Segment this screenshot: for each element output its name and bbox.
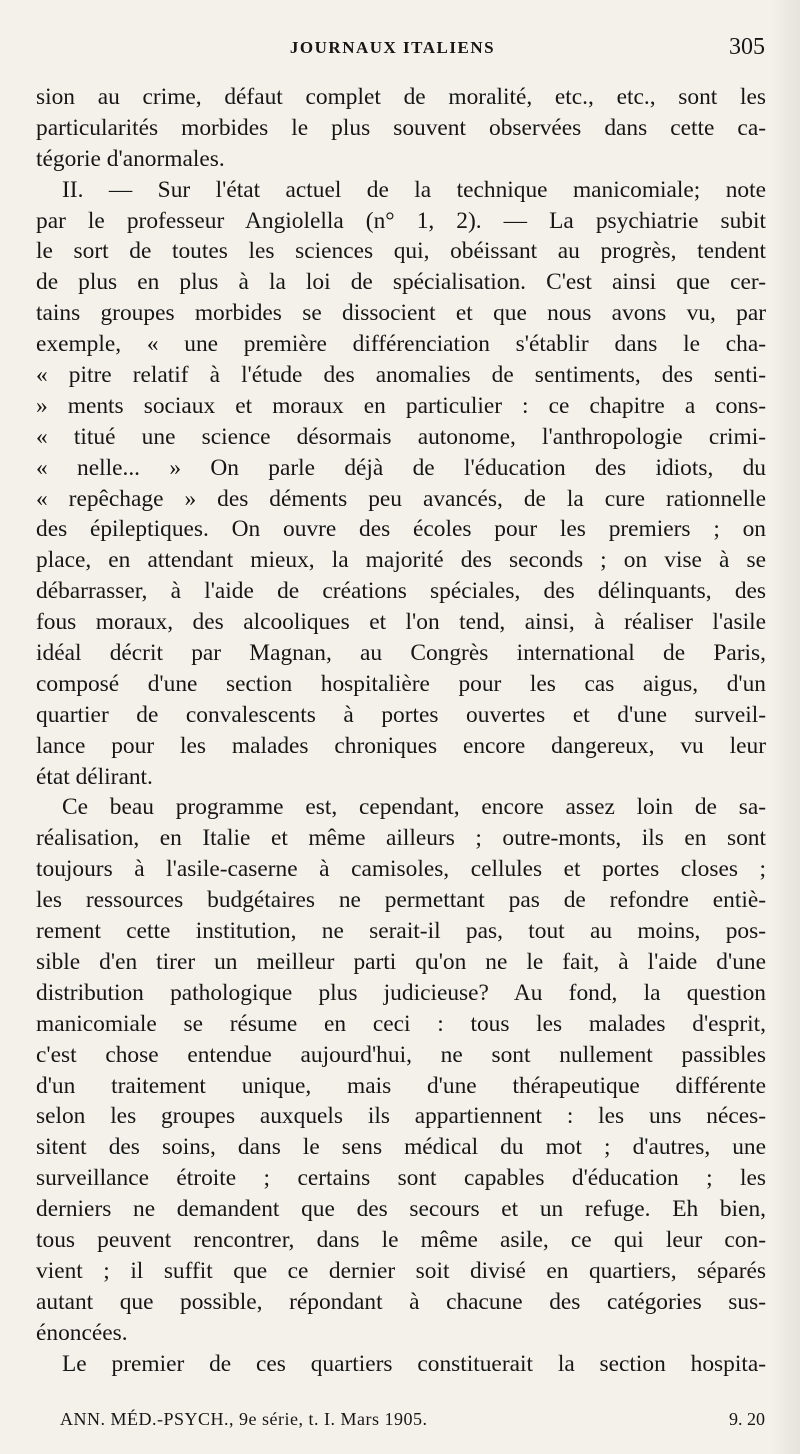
text-line: tégorie d'anormales. [36,145,225,172]
text-line: « pitre relatif à l'étude des anomalies de sentiments, des senti- [36,362,766,389]
text-line: des épileptiques. On ouvre des écoles pour les premiers ; on [36,516,766,543]
text-line: composé d'une section hospitalière pour les cas aigus, d'un [36,670,766,697]
text-line: surveillance étroite ; certains sont capables d'éducation ; les [36,1165,766,1192]
text-line: Le premier de ces quartiers constituerait la section hospita- [62,1350,766,1377]
running-head: JOURNAUX ITALIENS [289,38,496,57]
text-line: état délirant. [36,763,153,790]
text-line: quartier de convalescents à portes ouvertes et d'une surveil- [36,701,766,728]
text-line: d'un traitement unique, mais d'une thérapeutique différente [36,1072,766,1099]
text-line: c'est chose entendue aujourd'hui, ne sont nullement passibles [36,1041,766,1068]
text-line: sion au crime, défaut complet de moralité, etc., etc., sont les [36,84,766,110]
page-gutter-shadow [770,0,800,1454]
text-line: « repêchage » des déments peu avancés, de la cure rationnelle [36,485,766,512]
text-line: derniers ne demandent que des secours et un refuge. Eh bien, [36,1196,766,1223]
text-line: II. — Sur l'état actuel de la technique manicomiale; note [62,176,766,203]
journal-citation: ANN. MÉD.-PSYCH., 9e série, t. I. Mars 1905. [60,1409,428,1429]
text-line: fous moraux, des alcooliques et l'on tend, ainsi, à réaliser l'asile [36,609,766,636]
text-line: le sort de toutes les sciences qui, obéissant au progrès, tendent [36,238,766,265]
text-line: particularités morbides le plus souvent observées dans cette ca- [36,114,766,141]
text-line: vient ; il suffit que ce dernier soit divisé en quartiers, séparés [36,1257,766,1284]
text-line: les ressources budgétaires ne permettant pas de refondre entiè- [36,887,766,914]
body-text [36,82,766,1379]
text-line: selon les groupes auxquels ils appartiennent : les uns néces- [36,1103,766,1130]
text-line: tous peuvent rencontrer, dans le même asile, ce qui leur con- [36,1226,766,1253]
text-line: manicomiale se résume en ceci : tous les malades d'esprit, [36,1010,766,1037]
text-line: sible d'en tirer un meilleur parti qu'on ne le fait, à l'aide d'une [36,948,766,975]
text-line: idéal décrit par Magnan, au Congrès international de Paris, [36,640,766,667]
text-line: sitent des soins, dans le sens médical du mot ; d'autres, une [36,1134,766,1161]
text-line: lance pour les malades chroniques encore dangereux, vu leur [36,732,766,759]
text-line: tains groupes morbides se dissocient et que nous avons vu, par [36,300,766,327]
text-line: rement cette institution, ne serait-il pas, tout au moins, pos- [36,918,766,945]
signature-mark: 9. 20 [729,1409,765,1429]
text-line: autant que possible, répondant à chacune des catégories sus- [36,1288,766,1315]
page-number: 305 [729,34,765,60]
text-line: Ce beau programme est, cependant, encore assez loin de sa- [62,794,766,821]
text-line: « titué une science désormais autonome, l'anthropologie crimi- [36,423,766,450]
text-line: « nelle... » On parle déjà de l'éducation des idiots, du [36,454,766,481]
text-line: réalisation, en Italie et même ailleurs ; outre-monts, ils en sont [36,825,766,852]
text-line: » ments sociaux et moraux en particulier : ce chapitre a cons- [36,392,766,419]
text-line: toujours à l'asile-caserne à camisoles, cellules et portes closes ; [36,856,766,883]
text-line: de plus en plus à la loi de spécialisation. C'est ainsi que cer- [36,269,766,296]
text-line: énoncées. [36,1319,128,1346]
text-line: par le professeur Angiolella (n° 1, 2). — La psychiatrie subit [36,207,766,234]
text-line: exemple, « une première différenciation s'établir dans le cha- [36,331,766,358]
text-line: distribution pathologique plus judicieuse? Au fond, la question [36,979,766,1006]
text-line: place, en attendant mieux, la majorité des seconds ; on vise à se [36,547,766,574]
page-header [20,34,765,64]
text-line: débarrasser, à l'aide de créations spéciales, des délinquants, des [36,578,766,605]
